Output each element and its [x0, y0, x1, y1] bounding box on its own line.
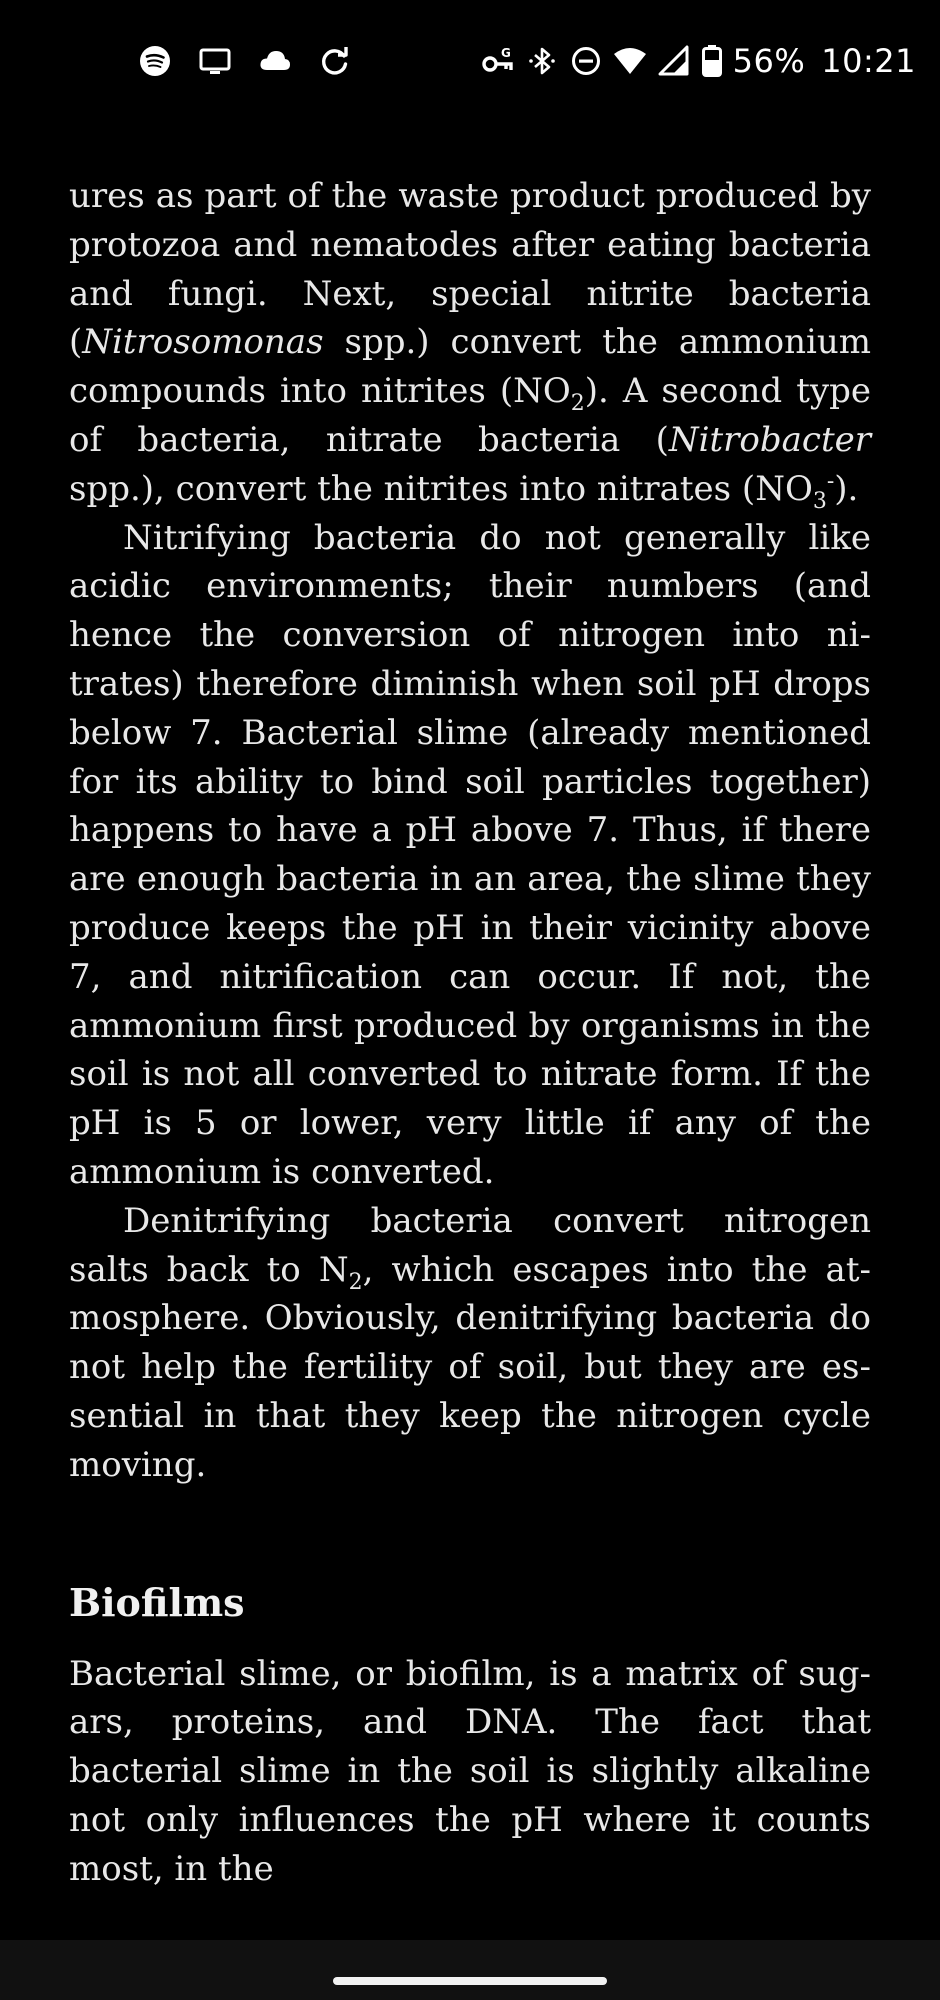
- text-run: ). A second type of bacteria, nitrate bacteria (: [69, 371, 871, 460]
- cast-icon: [198, 44, 232, 78]
- text-run: ures as part of the waste product produced by protozoa and nematodes after eating bacteria and fungi. Next, special nitrite bacteria (: [69, 176, 871, 363]
- bluetooth-icon: [525, 44, 559, 78]
- subscript: 2: [348, 1269, 363, 1295]
- do-not-disturb-icon: [569, 44, 603, 78]
- genus-nitrosomonas: Nitrosomonas: [82, 322, 324, 363]
- paragraph-nitrifying-bacteria: Nitrifying bacteria do not generally like acidic environments; their numbers (and hence the conversion of nitrogen into nitrates) therefore diminish when soil pH drops below 7. Bacterial slime (already mentioned for its ability to bind soil particles together) happens to have a pH above 7. Thus, if there are enough bacteria in an area, the slime they produce keeps the pH in their vicinity above 7, and nitrification can occur. If not, the ammonium first produced by organisms in the soil is not all converted to nitrate form. If the pH is 5 or lower, very little if any of the ammonium is converted.: [69, 517, 871, 1192]
- text-run: Denitrifying bacteria convert nitrogen salts back to N: [69, 1200, 871, 1290]
- reader-page[interactable]: [69, 172, 871, 1894]
- navigation-bar: [0, 1940, 940, 2000]
- spotify-icon: [138, 44, 172, 78]
- text-run: spp.) convert the ammonium compounds into nitrites (NO: [69, 322, 871, 412]
- signal-icon: [657, 44, 691, 78]
- home-gesture-handle[interactable]: [333, 1977, 607, 1985]
- text-run: , which escapes into the atmosphere. Obviously, denitrifying bacteria do not help the fertility of soil, but they are essential in that they keep the nitrogen cycle moving.: [69, 1249, 871, 1485]
- status-bar: [0, 0, 940, 130]
- paragraph-biofilms: Bacterial slime, or biofilm, is a matrix of sugars, proteins, and DNA. The fact that bacterial slime in the soil is slightly alkaline not only influences the pH where it counts most, in the: [69, 1653, 871, 1889]
- paragraph-denitrifying-bacteria: [69, 1197, 871, 1490]
- battery-icon: [701, 44, 723, 78]
- battery-percent: 56%: [732, 42, 806, 80]
- subscript: 3: [812, 488, 827, 514]
- superscript: -: [826, 468, 835, 494]
- text-run: ).: [834, 468, 859, 509]
- status-right-icons: [481, 42, 916, 80]
- vpn-key-icon: [481, 44, 515, 78]
- wifi-icon: [613, 44, 647, 78]
- subscript: 2: [570, 391, 585, 417]
- paragraph-nitrite-bacteria: [69, 172, 871, 514]
- text-run: spp.), convert the nitrites into nitrates (NO: [69, 468, 813, 509]
- section-heading-biofilms: Biofilms: [69, 1579, 245, 1625]
- cloud-icon: [258, 44, 292, 78]
- clock: 10:21: [821, 42, 916, 80]
- genus-nitrobacter: Nitrobacter: [668, 419, 871, 460]
- svg-text:G: G: [500, 46, 511, 60]
- status-left-icons: [138, 44, 352, 78]
- sync-icon: [318, 44, 352, 78]
